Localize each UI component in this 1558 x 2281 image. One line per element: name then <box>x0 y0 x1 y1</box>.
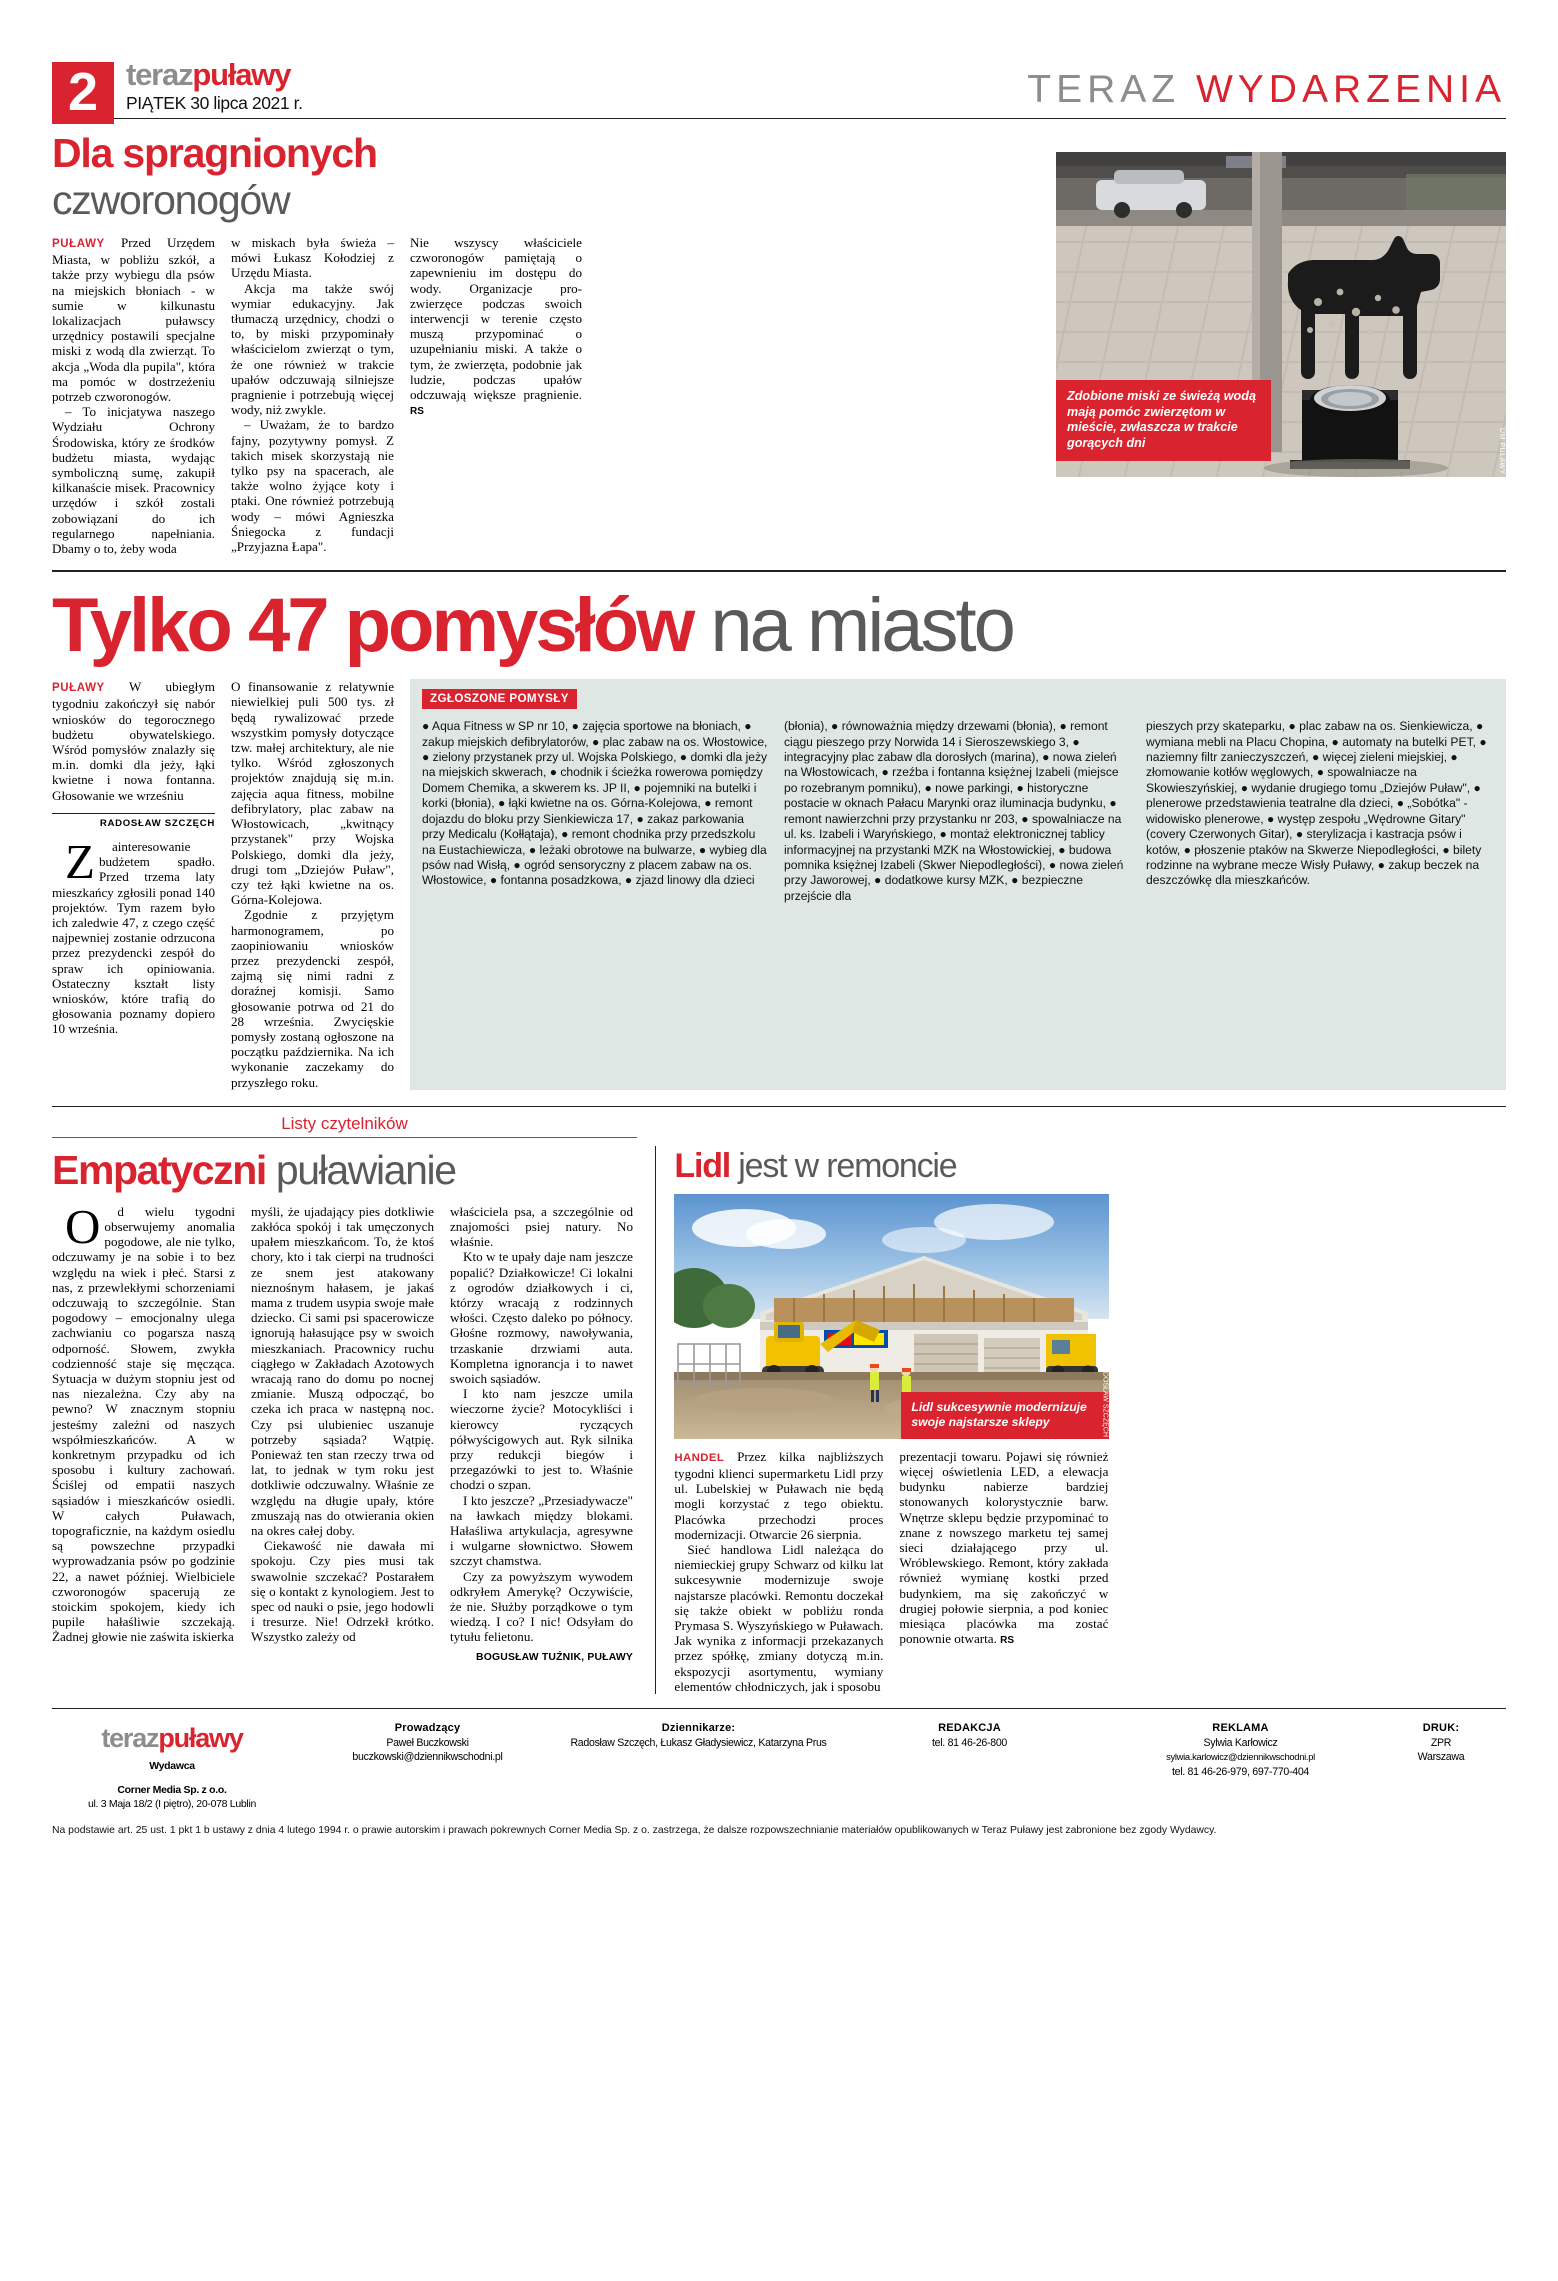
footer-legal-notice: Na podstawie art. 25 ust. 1 pkt 1 b ustawy z dnia 4 lutego 1994 r. o prawie autorskim i prawach pokrewnych Corner Media Sp. z o. zastrzega, że dalsze rozpowszechnianie materiałów opublikowanych w Teraz Puławy jest zabronione bez zgody Wydawcy. <box>52 1825 1217 1836</box>
article4-col2-p1: prezentacji towaru. Pojawi się również więcej oświetlenia LED, a elewacja budynku nabierze bardziej stonowanych kolorystycznie barw. Wnętrze sklepu będzie przypominać to znane z nowszego marketu tej samej sieci działającego przy ul. Wróblewskiego. Remont, który zakłada również wymianę kostki przed budynkiem, ma się zakończyć w drugiej połowie sierpnia, a pod koniec miesiąca placówka ma zostać ponownie otwarta. <box>899 1448 1109 1647</box>
article2-headline <box>52 583 1506 669</box>
lower-articles <box>52 1146 1506 1694</box>
article2-col1-p1: Zainteresowanie budżetem spadło. Przed trzema laty mieszkańcy zgłosili ponad 140 projektów. Tym razem było ich zaledwie 47, z czego część najpewniej zostanie odrzucona przez prezydencki zespół do spraw ich opiniowania. Ostateczny kształt listy wniosków, które trafią do głosowania poznamy dopiero 10 września. <box>52 833 215 1037</box>
footer-wydawca-label: Wydawca <box>149 1760 195 1772</box>
article2-author: RADOSŁAW SZCZĘCH <box>52 813 215 829</box>
lower-section-divider <box>52 1106 1506 1138</box>
section-title-teraz: TERAZ <box>1027 68 1181 111</box>
article4-col1-p2: Sieć handlowa Lidl należąca do niemieckiej grupy Schwarz od kilku lat sukcesywnie modernizuje swoje najstarsze placówki. Remontu doczekał się także obiekt w pobliżu ronda Prymasa S. Wyszyńskiego w Puławach. Jak wynika z informacji przekazanych przez spółkę, zmiany dotyczą m.in. ekspozycji asortymentu, wymiany elementów chłodniczych, jak i sposobu <box>674 1541 884 1694</box>
footer-prowadzacy-mail: buczkowski@dziennikwschodni.pl <box>352 1751 503 1763</box>
article3-column-2 <box>251 1204 434 1663</box>
article1-col1-p2: – To inicjatywa naszego Wydziału Ochrony Środowiska, który ze środków budżetu miasta, wydając symboliczną sumę, zakupił kilkanaście misek. Pracownicy urzędów i szkół zostali zobowiązani do ich regularnego napełniania. Dbamy o to, żeby woda <box>52 404 215 557</box>
footer-druk-name: ZPR <box>1430 1736 1452 1749</box>
footer-col-dziennikarze <box>563 1721 834 1811</box>
article4-lead-city: HANDEL <box>674 1451 725 1464</box>
masthead <box>52 0 1506 122</box>
footer-col-redakcja <box>834 1721 1105 1811</box>
footer-logo <box>52 1721 292 1755</box>
article1-col3-p1: Nie wszyscy właściciele czworonogów pamiętają o zapewnieniu im dostępu do wody. Organizacje pro-zwierzęce podczas swoich interwencji w terenie często muszą przypominać o uzupełnianiu miski. A także o tym, że zwierzęta, podobnie jak ludzie, podczas upałów odczuwają większe pragnienie. <box>410 235 582 403</box>
article3-columns <box>52 1198 637 1663</box>
footer-wydawca-address: ul. 3 Maja 18/2 (I piętro), 20-078 Lublin <box>87 1798 257 1810</box>
footer-col-druk <box>1376 1721 1506 1811</box>
article3-column-3 <box>450 1204 633 1663</box>
article3-headline <box>52 1146 637 1194</box>
footer-redakcja-head: REDAKCJA <box>938 1722 1001 1734</box>
footer-logo-pulawy: puławy <box>158 1723 243 1753</box>
footer-col-prowadzacy <box>292 1721 563 1811</box>
masthead-logo <box>126 58 303 114</box>
ideas-box <box>410 679 1506 1089</box>
materials-stack <box>914 1334 1040 1378</box>
article4-column-1 <box>674 1449 883 1694</box>
article4-photo-credit: FOT. RADOSŁAW SZCZĘCH <box>1101 1344 1109 1437</box>
letters-section-label: Listy czytelników <box>281 1113 408 1133</box>
article2-headline-light: na miasto <box>710 583 1013 669</box>
article4-col1-p1: Przez kilka najbliższych tygodni klienci supermarketu Lidl przy ul. Lubelskiej w Puławach nie będą mogli korzystać z tego obiektu. Placówka przechodzi proces modernizacji. Otwarcie 26 sierpnia. <box>674 1448 884 1542</box>
footer-redakcja-tel: tel. 81 46-26-800 <box>932 1736 1007 1749</box>
article3-headline-light: puławianie <box>275 1146 456 1193</box>
article1-lead-city: PUŁAWY <box>52 238 105 250</box>
ideas-column-3: pieszych przy skateparku, ● plac zabaw na os. Sienkiewicza, ● wymiana mebli na Placu Chopina, ● automaty na butelki PET, ● naziemny filtr zanieczyszczeń, ● więcej zieleni miejskiej, ● złomowanie kotłów węglowych, ● spowalniacze na Skowieszyńskiej, ● wydanie drugiego tomu „Dziejów Puław", ● plenerowe przedstawienia teatralne dla dzieci, ● „Sobótka" - widowisko plenerowe, ● występ zespołu „Wędrowne Gitary" (covery Czerwonych Gitar), ● sterylizacja i kastracja psów i kotów, ● płoszenie ptaków na Skwerze Niepodległości, ● bilety rodzinne na wybrane mecze Wisły Puławy, ● zakup beczek na deszczówkę dla mieszkańców. <box>1146 719 1487 888</box>
article4-signature: RS <box>1000 1635 1015 1647</box>
footer-logo-teraz: teraz <box>101 1723 159 1753</box>
article1-col1-p1: Przed Urzędem Miasta, w pobliżu szkół, a także przy wybiegu dla psów na miejskich błoniach - w sumie w kilkunastu lokalizacjach puławscy urzędnicy postawili specjalne miski z wodą dla zwierząt. To akcja „Woda dla pupila", która ma pomóc w dostrzeżeniu potrzeb czworonogów. <box>52 235 215 405</box>
lower-vertical-divider <box>655 1146 656 1694</box>
masthead-divider <box>52 118 1506 119</box>
footer-publisher-block <box>52 1721 292 1811</box>
article3-signature: BOGUSŁAW TUŹNIK, PUŁAWY <box>476 1651 633 1663</box>
article4-photo-caption: Lidl sukcesywnie modernizuje swoje najstarsze sklepy <box>901 1392 1109 1439</box>
section-title-wydarzenia: WYDARZENIA <box>1195 68 1506 111</box>
article3-col1-p1: Od wielu tygodni obserwujemy anomalia pogodowe, ale nie tylko, odczuwamy je na sobie i to bez względu na wiek i płeć. Starsi z nas, z przewlekłymi schorzeniami odczuwają to szczególnie. Stan pogodowy – emocjonalny ulega zachwianiu co pogarsza naszą odporność. Słowem, zwykła codzienność staje się męcząca. Sytuacja w dużym stopniu jest od nas niezależna. Czy aby na pewno? W znacznym stopniu jesteśmy zależni od naszych współmieszkańców. A w konkretnym przypadku od ich sposobu i kultury zachowań. Ściślej od empatii naszych sąsiadów i mieszkańców osiedli. W całych Puławach, topograficznie, na każdym osiedlu są powszechne przypadki wyprowadzania psów po godzinie 22, a nawet później. Wielbiciele czworonogów spacerują ze stoickim spokojem, kiedy ich pupile hałaśliwie szczekają. Żadnej głowie nie zaświta iskierka <box>52 1198 235 1645</box>
footer-col-reklama <box>1105 1721 1376 1811</box>
article2-lead-city: PUŁAWY <box>52 682 105 695</box>
article3-col3-p4: I kto jeszcze? „Przesiadywacze" na ławkach między blokami. Hałaśliwa artykulacja, agresywne i wulgarne słownictwo. Słowem szczyt chamstwa. <box>450 1492 633 1569</box>
footer-dziennikarze-head: Dziennikarze: <box>661 1722 736 1734</box>
article2-lead-column <box>52 679 215 1089</box>
ideas-column-2: (błonia), ● równoważnia między drzewami (błonia), ● remont ciągu pieszego przy Norwida 14 i Sieroszewskiego 3, ● integracyjny plac zabaw dla dorosłych (marina), ● nowa zieleń na Włostowicach, ● rzeźba i fontanna księżnej Izabeli (miejsce po rozebranym pomniku), ● nowe parkingi, ● historyczne postacie w oknach Pałacu Marynki oraz iluminacja budynku, ● remont nawierzchni przy przystanku nr 203, ● spowalniacze na ul. ks. Izabeli i Waryńskiego, ● montaż elektronicznej tablicy informacyjnej na przystanki MZK na Włostowickiej, ● budowa pomnika księżnej Izabeli (Skwer Niepodległości), ● nowa zieleń przy Jaworowej, ● dodatkowe kursy MZK, ● bezpieczne przejście dla <box>784 719 1124 903</box>
article-tylko-47-pomyslow <box>52 583 1506 1090</box>
footer-reklama-mail: sylwia.karlowicz@dziennikwschodni.pl <box>1166 1751 1315 1762</box>
ideas-box-title: ZGŁOSZONE POMYSŁY <box>422 689 577 709</box>
ideas-column-1: ● Aqua Fitness w SP nr 10, ● zajęcia sportowe na błoniach, ● zakup miejskich defibrylatorów, ● plac zabaw na os. Włostowice, ● zielony przystanek przy ul. Wojska Polskiego, ● domki dla jeży na miejskich skwerach, ● chodnik i ścieżka rowerowa pomiędzy Domem Chemika, a skwerem ks. JP II, ● pojemniki na butelki i korki (błonia), ● łąki kwietne na os. Górna-Kolejowa, ● remont dojazdu do bloku przy Sienkiewicza 17, ● zakaz parkowania przy Medicalu (Kołłątaja), ● remont chodnika przy przedszkolu na Eustachiewicza, ● leżaki obrotowe na bulwarze, ● wybieg dla psów nad Wisłą, ● ogród sensoryczny z placem zabaw na os. Włostowice, ● fontanna posadzkowa, ● zjazd linowy dla dzieci <box>422 719 768 888</box>
article4-column-2 <box>899 1449 1108 1694</box>
article1-headline <box>52 130 532 224</box>
ideas-box-columns <box>422 719 1494 904</box>
article1-photo <box>1056 152 1506 477</box>
truck <box>1046 1334 1098 1379</box>
article1-photo-caption: Zdobione miski ze świeżą wodą mają pomóc zwierzętom w mieście, zwłaszcza w trakcie gorących dni <box>1056 380 1271 461</box>
article4-headline-light: jest w remoncie <box>738 1146 957 1185</box>
article1-col2-p2: Akcja ma także swój wymiar edukacyjny. Jak tłumaczą urzędnicy, chodzi o to, by miski przypominały właścicielom zwierząt o tym, że one również w trakcie upałów odczuwają silniejsze pragnienie i potrzebują więcej wody, niż zwykle. <box>231 280 394 418</box>
article3-col3-p1: właściciela psa, a szczególnie od znajomości psiej natury. No właśnie. <box>450 1203 633 1250</box>
footer-prowadzacy-name: Paweł Buczkowski <box>386 1736 469 1749</box>
footer-druk-city: Warszawa <box>1417 1751 1465 1763</box>
article-lidl <box>674 1146 1109 1694</box>
article1-photo-credit: UM PUŁAWY <box>1498 428 1505 475</box>
article2-lead-text: W ubiegłym tygodniu zakończył się nabór wniosków do tegorocznego budżetu obywatelskiego. Wśród pomysłów znalazły się m.in. domki dla jeży, łąki kwietne i nowa fontanna. Głosowanie we wrześniu <box>52 679 215 803</box>
article3-col2-p1: myśli, że ujadający pies dotkliwie zakłóca spokój i tak umęczonych upałem mieszkańcom. To, że ktoś chory, kto i tak cierpi na trudności ze snem jest atakowany nieznośnym hałasem, je jakaś mama z trudem usypia swoje małe dziecko. Ci sami psi spacerowicze ignorują hałasujące psy w swoich mieszkaniach. Pracownicy ruchu ciągłego w Zakładach Azotowych wracają rano do domu po nocnej zmianie. Muszą odpocząć, bo czeka ich praca w następną noc. Czy psi ulubieniec uszanuje potrzeby sąsiada? Wątpię. Ponieważ ten stan rzeczy trwa od lat, to jednak w tym roku jest dotkliwie odczuwalny. Właśnie ze względu na długie upały, które zmuszają nas do otwierania okien na okres całej doby. <box>251 1203 434 1539</box>
footer-prowadzacy-head: Prowadzący <box>394 1722 461 1734</box>
article4-headline-bold: Lidl <box>674 1146 731 1185</box>
article-empatyczni <box>52 1146 637 1694</box>
article3-col3-p3: I kto nam jeszcze umila wieczorne życie? Motocykliści i kierowcy ryczących półwyścigowych aut. Ryk silnika przy redukcji biegów i przegazówki to jest to. Właśnie chodzi o szpan. <box>450 1386 633 1493</box>
article4-photo <box>674 1194 1109 1439</box>
article1-p1 <box>52 235 215 404</box>
article3-col3-p5: Czy za powyższym wywodem odkryłem Amerykę? Oczywiście, że nie. Służby porządkowe o tym wiedzą. I co? I nic! Odsyłam do tytułu felietonu. <box>450 1568 633 1645</box>
logo-teraz-text: teraz <box>126 57 193 92</box>
article2-col2-p1: O finansowanie z relatywnie niewielkiej puli 500 tys. zł będą rywalizować przede wszystkim pomysły dotyczące tzw. małej architektury, ale nie tylko. Wśród zgłoszonych projektów znajdują się m.in. zajęcia aqua fitness, mobilne defibrylatory, plac zabaw na Włostowicach, „kwitnący przystanek" przy Wojska Polskiego, domki dla jeży, drugi tom „Dziejów Puław", czy też łąki kwietne na os. Górna-Kolejowa. <box>231 679 394 908</box>
article3-headline-bold: Empatyczni <box>52 1146 266 1193</box>
article2-column-2 <box>231 679 394 1089</box>
article1-col2-p1: w miskach była świeża – mówi Łukasz Kołodziej z Urzędu Miasta. <box>231 235 394 281</box>
article1-column-2 <box>231 235 394 556</box>
article4-columns <box>674 1449 1109 1694</box>
article2-col2-p2: Zgodnie z przyjętym harmonogramem, po zaopiniowaniu wniosków przez prezydencki zespół, zajmą się nimi radni z doraźnej komisji. Samo głosowanie potrwa od 21 do 28 września. Zwycięskie pomysły zostaną ogłoszone na początku października. Na ich wykonanie zaczekamy do przyszłego roku. <box>231 907 394 1090</box>
footer-druk-head: DRUK: <box>1422 1722 1460 1734</box>
article3-col3-p2: Kto w te upały daje nam jeszcze popalić? Działkowicze! Ci lokalni z ogrodów działkowych i ci, którzy wracają z rodzinnych włości. Często daleko po północy. Głośne rozmowy, nawoływania, trzaskanie drzwiami auta. Kompletna ignorancja i to nawet swoich sąsiadów. <box>450 1249 633 1386</box>
article3-column-1 <box>52 1198 235 1663</box>
footer-wydawca-name: Corner Media Sp. z o.o. <box>117 1784 227 1796</box>
article1-headline-bold: Dla spragnionych <box>52 130 377 176</box>
section-title <box>1027 68 1506 112</box>
article1-col2-p3: – Uważam, że to bardzo fajny, pozytywny pomysł. Z takich misek skorzystają nie tylko psy na spacerach, ale także wolno żyjące koty i ptaki. One również potrzebują wody – mówi Agnieszka Śniegocka z fundacji „Przyjazna Łapa". <box>231 417 394 555</box>
page-number-badge: 2 <box>52 62 114 124</box>
letters-red-rule <box>52 1137 637 1138</box>
article3-col2-p2: Ciekawość nie dawała mi spokoju. Czy pies musi tak swawolnie szczekać? Postarałem się o kontakt z kynologiem. Jest to spec od nauki o psie, jego hodowli i tresurze. Nie! Odrzekł krótko. Wszystko zależy od <box>251 1538 434 1645</box>
footer-reklama-head: REKLAMA <box>1212 1722 1269 1734</box>
article-dla-spragnionych <box>52 130 1506 556</box>
logo-wordmark <box>126 58 303 92</box>
page-footer <box>52 1708 1506 1811</box>
footer-reklama-tel: tel. 81 46-26-979, 697-770-404 <box>1171 1765 1310 1778</box>
article1-bottom-divider <box>52 570 1506 572</box>
logo-pulawy-text: puławy <box>192 57 291 92</box>
article4-headline <box>674 1146 1109 1186</box>
footer-reklama-name: Sylwia Karłowicz <box>1203 1736 1278 1749</box>
article1-headline-light: czworonogów <box>52 177 290 223</box>
article2-columns <box>52 679 1506 1089</box>
footer-dziennikarze-names: Radosław Szczęch, Łukasz Gładysiewicz, Katarzyna Prus <box>570 1736 827 1749</box>
article1-signature: RS <box>410 406 424 418</box>
article1-column-3 <box>410 235 582 556</box>
issue-date: PIĄTEK 30 lipca 2021 r. <box>126 93 303 113</box>
article2-headline-bold: Tylko 47 pomysłów <box>52 583 693 669</box>
article1-column-1 <box>52 235 215 556</box>
